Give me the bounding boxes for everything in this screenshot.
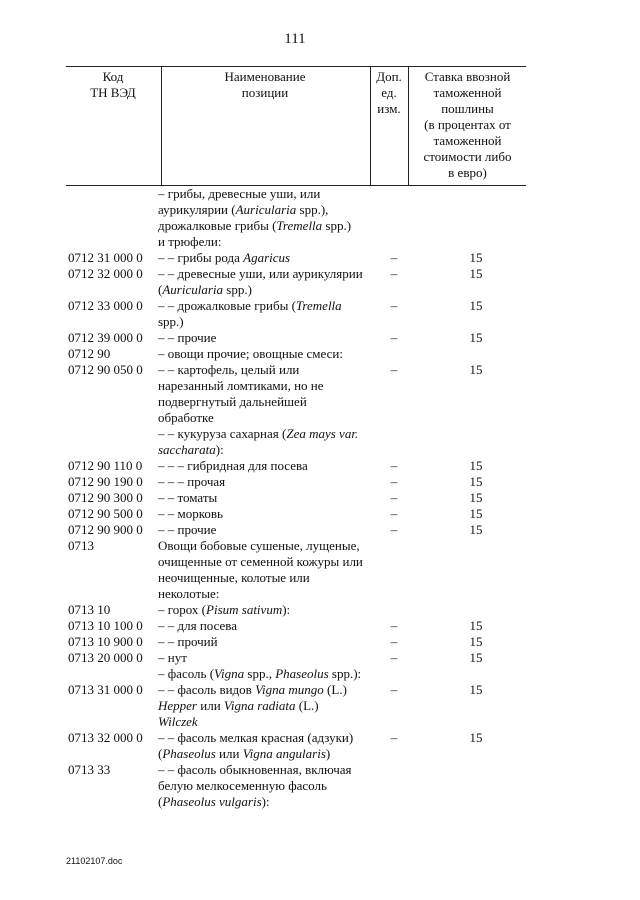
- row-name: – – морковь: [158, 506, 223, 521]
- row-name: – овощи прочие; овощные смеси:: [158, 346, 343, 361]
- row-code: 0712 90 500 0: [68, 506, 143, 521]
- row-rate: 15: [469, 474, 483, 489]
- row-rate: 15: [469, 330, 483, 345]
- row-rate: 15: [469, 266, 483, 281]
- row-code: 0712 90 050 0: [68, 362, 143, 377]
- row-code: 0713 32 000 0: [68, 730, 143, 745]
- row-unit: –: [390, 298, 398, 313]
- page-number: 111: [284, 31, 306, 47]
- row-code: 0712 90: [68, 346, 111, 361]
- row-code: 0713 33: [68, 762, 111, 777]
- row-name: – – фасоль мелкая красная (адзуки) (Phaseolus или Vigna angularis): [158, 730, 354, 761]
- table-row: [66, 474, 526, 490]
- row-name: – – грибы рода Agaricus: [158, 250, 291, 265]
- row-unit: –: [390, 618, 398, 633]
- row-unit: –: [390, 634, 398, 649]
- table-row: [66, 730, 526, 762]
- row-name: – – – гибридная для посева: [158, 458, 308, 473]
- row-code: 0712 90 110 0: [68, 458, 143, 473]
- row-rate: 15: [469, 650, 483, 665]
- table-row: [66, 682, 526, 730]
- row-rate: 15: [469, 250, 483, 265]
- table-row: [66, 330, 526, 346]
- table-row: [66, 602, 526, 618]
- table-row: [66, 458, 526, 474]
- row-rate: 15: [469, 682, 483, 697]
- row-code: 0712 32 000 0: [68, 266, 143, 281]
- row-rate: 15: [469, 618, 483, 633]
- row-rate: 15: [469, 490, 483, 505]
- document-filename: 21102107.doc: [66, 856, 123, 866]
- row-name: – горох (Pisum sativum):: [158, 602, 291, 617]
- row-code: 0712 33 000 0: [68, 298, 143, 313]
- row-rate: 15: [469, 458, 483, 473]
- row-name: – – дрожалковые грибы (Tremella spp.): [158, 298, 342, 329]
- table-row: [66, 298, 526, 330]
- row-code: 0712 90 190 0: [68, 474, 143, 489]
- row-unit: –: [390, 522, 398, 537]
- row-name: – – прочий: [158, 634, 218, 649]
- row-name: – – фасоль видов Vigna mungo (L.) Hepper или Vigna radiata (L.) Wilczek: [158, 682, 347, 729]
- row-name: – – картофель, целый или нарезанный ломтиками, но не подвергнутый дальнейшей обработке: [158, 362, 324, 425]
- row-rate: 15: [469, 506, 483, 521]
- row-code: 0713: [68, 538, 94, 553]
- row-unit: –: [390, 490, 398, 505]
- row-unit: –: [390, 730, 398, 745]
- row-code: 0713 10: [68, 602, 111, 617]
- table-row: [66, 618, 526, 634]
- row-unit: –: [390, 362, 398, 377]
- row-code: 0712 31 000 0: [68, 250, 143, 265]
- row-code: 0713 10 100 0: [68, 618, 143, 633]
- table-row: [66, 506, 526, 522]
- row-unit: –: [390, 330, 398, 345]
- table-row: [66, 666, 526, 682]
- row-unit: –: [390, 682, 398, 697]
- table-row: [66, 538, 526, 602]
- row-name: – – томаты: [158, 490, 218, 505]
- header-unit: Доп. ед. изм.: [376, 69, 402, 116]
- row-code: 0712 90 300 0: [68, 490, 143, 505]
- table-row: [66, 346, 526, 362]
- table-row: [66, 522, 526, 538]
- row-name: – – – прочая: [158, 474, 226, 489]
- row-name: – – фасоль обыкновенная, включая белую мелкосеменную фасоль (Phaseolus vulgaris):: [158, 762, 352, 809]
- row-rate: 15: [469, 730, 483, 745]
- row-name: – фасоль (Vigna spp., Phaseolus spp.):: [158, 666, 362, 681]
- row-name: Овощи бобовые сушеные, лущеные, очищенные от семенной кожуры или неочищенные, колотые или неколотые:: [158, 538, 363, 601]
- table-body: [66, 186, 526, 810]
- row-rate: 15: [469, 298, 483, 313]
- table-row: [66, 266, 526, 298]
- row-rate: 15: [469, 522, 483, 537]
- row-rate: 15: [469, 634, 483, 649]
- table-row: [66, 426, 526, 458]
- row-unit: –: [390, 650, 398, 665]
- table-row: [66, 762, 526, 810]
- row-unit: –: [390, 250, 398, 265]
- table-row: [66, 490, 526, 506]
- header-code: Код ТН ВЭД: [90, 69, 136, 100]
- row-name: – – прочие: [158, 522, 217, 537]
- row-code: 0713 31 000 0: [68, 682, 143, 697]
- row-unit: –: [390, 474, 398, 489]
- row-name: – – для посева: [158, 618, 238, 633]
- table-row: [66, 362, 526, 426]
- table-row: [66, 186, 526, 250]
- row-name: – – кукуруза сахарная (Zea mays var. saccharata):: [158, 426, 359, 457]
- header-rate: Ставка ввозной таможенной пошлины (в процентах от таможенной стоимости либо в евро): [423, 69, 512, 180]
- row-unit: –: [390, 266, 398, 281]
- row-name: – нут: [158, 650, 187, 665]
- row-unit: –: [390, 458, 398, 473]
- row-code: 0713 20 000 0: [68, 650, 143, 665]
- row-code: 0713 10 900 0: [68, 634, 143, 649]
- table-row: [66, 634, 526, 650]
- row-unit: –: [390, 506, 398, 521]
- table-row: [66, 250, 526, 266]
- row-name: – – древесные уши, или аурикулярии (Auricularia spp.): [158, 266, 363, 297]
- row-code: 0712 39 000 0: [68, 330, 143, 345]
- row-name: – – прочие: [158, 330, 217, 345]
- header-name: Наименование позиции: [224, 69, 306, 100]
- row-rate: 15: [469, 362, 483, 377]
- table-header: [66, 66, 526, 186]
- row-code: 0712 90 900 0: [68, 522, 143, 537]
- table-row: [66, 650, 526, 666]
- row-name: – грибы, древесные уши, или аурикулярии (Auricularia spp.), дрожалковые грибы (Tremella spp.) и трюфели:: [158, 186, 352, 249]
